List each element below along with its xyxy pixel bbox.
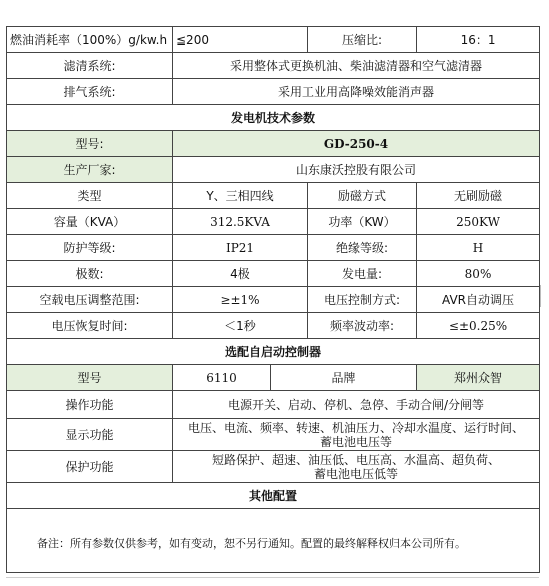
generator-section-row [7, 105, 540, 131]
op-label: 操作功能 [7, 391, 173, 419]
spec-table [6, 26, 540, 573]
disp-value [173, 419, 540, 451]
gen-capacity-row [7, 209, 540, 235]
other-section-row [7, 483, 540, 509]
ctrl-op-row [7, 391, 540, 419]
note-text: 备注：所有参数仅供参考，如有变动，恕不另行通知。配置的最终解释权归本公司所有。 [7, 516, 540, 573]
protect-value: IP21 [173, 235, 308, 261]
ratio-label: 压缩比: [308, 27, 417, 53]
filter-row [7, 53, 540, 79]
recover-value: ＜1秒 [173, 313, 308, 339]
gen-type-row [7, 183, 540, 209]
note-row [7, 516, 540, 573]
gen-output-label: 发电量: [308, 261, 417, 287]
gen-output-value: 80% [417, 261, 540, 287]
exhaust-row [7, 79, 540, 105]
noload-label: 空载电压调整范围: [7, 287, 173, 313]
poles-label: 极数: [7, 261, 173, 287]
gen-model-label: 型号: [7, 131, 173, 157]
protect-label: 防护等级: [7, 235, 173, 261]
prot-label: 保护功能 [7, 451, 173, 483]
noload-value: ≥±1% [173, 287, 308, 313]
type-value: Y、三相四线 [173, 183, 308, 209]
ctrl-brand-label: 品牌 [271, 365, 417, 391]
insul-label: 绝缘等级: [308, 235, 417, 261]
spec-sheet [6, 26, 539, 573]
freq-value: ≤±0.25% [417, 313, 540, 339]
excite-value: 无刷励磁 [417, 183, 540, 209]
controller-section-row [7, 339, 540, 365]
gen-maker-label: 生产厂家: [7, 157, 173, 183]
power-label: 功率（KW） [308, 209, 417, 235]
disp-label: 显示功能 [7, 419, 173, 451]
exhaust-value: 采用工业用高降噪效能消声器 [173, 79, 540, 105]
exhaust-label: 排气系统: [7, 79, 173, 105]
gen-maker-row [7, 157, 540, 183]
vctrl-value: AVR自动调压 [417, 287, 540, 313]
freq-label: 频率波动率: [308, 313, 417, 339]
ctrl-model-label: 型号 [7, 365, 173, 391]
fuel-label: 燃油消耗率（100%）g/kw.h [7, 27, 173, 53]
type-label: 类型 [7, 183, 173, 209]
excite-label: 励磁方式 [308, 183, 417, 209]
fuel-row [7, 27, 540, 53]
gen-noload-row [7, 287, 540, 313]
gap-row [7, 509, 540, 517]
ratio-value: 16：1 [417, 27, 540, 53]
filter-label: 滤清系统: [7, 53, 173, 79]
ctrl-prot-row [7, 451, 540, 483]
fuel-value: ≦200 [173, 27, 308, 53]
controller-section-title: 选配自启动控制器 [7, 339, 540, 365]
op-value: 电源开关、启动、停机、急停、手动合闸/分闸等 [173, 391, 540, 419]
gap-cell [7, 509, 540, 517]
filter-value: 采用整体式更换机油、柴油滤清器和空气滤清器 [173, 53, 540, 79]
gen-protect-row [7, 235, 540, 261]
disp-value-line-2: 蓄电池电压等 [320, 434, 393, 449]
gen-poles-row [7, 261, 540, 287]
capacity-value: 312.5KVA [173, 209, 308, 235]
vctrl-label: 电压控制方式: [308, 287, 417, 313]
prot-value [173, 451, 540, 483]
other-section-title: 其他配置 [7, 483, 540, 509]
gen-model-value: GD-250-4 [173, 131, 540, 157]
disp-value-line-1: 电压、电流、频率、转速、机油压力、冷却水温度、运行时间、 [188, 420, 525, 435]
prot-value-line-1: 短路保护、超速、油压低、电压高、水温高、超负荷、 [212, 452, 501, 467]
ctrl-model-value: 6110 [173, 365, 271, 391]
generator-section-title: 发电机技术参数 [7, 105, 540, 131]
gen-model-row [7, 131, 540, 157]
power-value: 250KW [417, 209, 540, 235]
ctrl-disp-row [7, 419, 540, 451]
gen-recover-row [7, 313, 540, 339]
poles-value: 4极 [173, 261, 308, 287]
ctrl-brand-value: 郑州众智 [417, 365, 540, 391]
scroll-edge-marker [540, 285, 547, 307]
insul-value: H [417, 235, 540, 261]
gen-maker-value: 山东康沃控股有限公司 [173, 157, 540, 183]
prot-value-line-2: 蓄电池电压低等 [314, 466, 399, 481]
capacity-label: 容量（KVA） [7, 209, 173, 235]
ctrl-model-row [7, 365, 540, 391]
recover-label: 电压恢复时间: [7, 313, 173, 339]
